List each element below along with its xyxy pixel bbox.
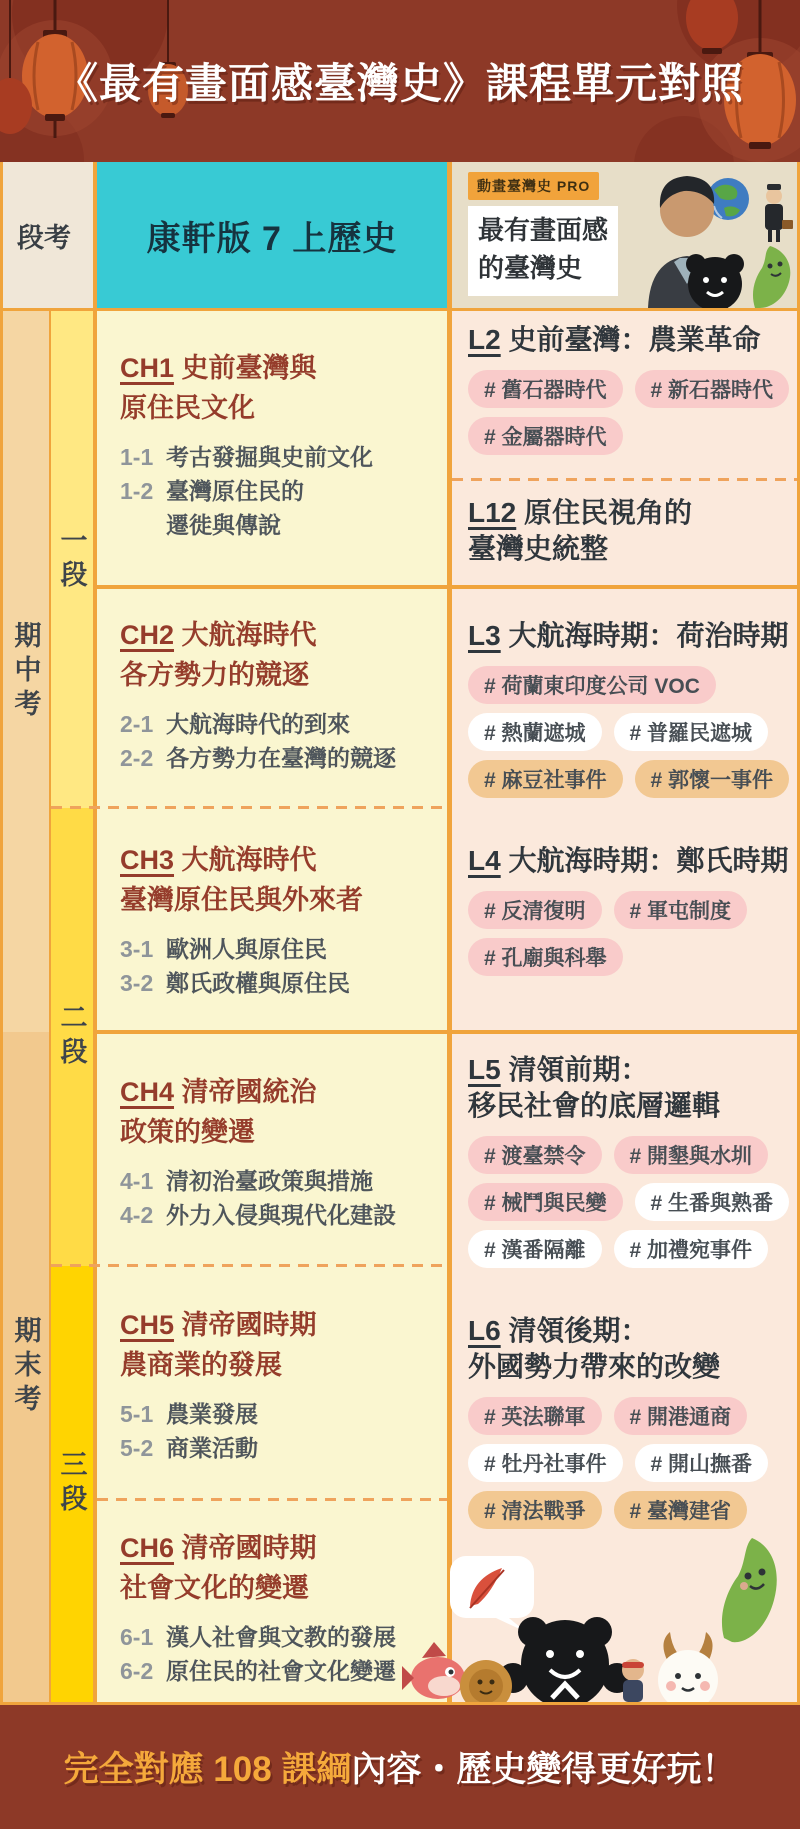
lesson-l2 (468, 322, 800, 455)
chapter-item-title: 鄭氏政權與原住民 (166, 970, 350, 996)
chapter-ch1 (120, 348, 438, 542)
lesson-l5 (468, 1052, 800, 1268)
chapter-item (120, 440, 438, 474)
chapter-items (120, 932, 438, 1000)
chapter-items (120, 440, 438, 542)
chapter-item-number: 5-1 (120, 1401, 154, 1427)
chapter-item (120, 741, 438, 775)
brand-title (468, 206, 618, 296)
chapter-number: CH2 (120, 620, 175, 650)
exam-column-header (3, 162, 93, 308)
chapter-title: CH1 史前臺灣與 原住民文化 (120, 353, 317, 423)
chapter-item (120, 1620, 438, 1654)
hashtag-pill: # 英法聯軍 (468, 1397, 602, 1435)
poster-title: 《最有畫面感臺灣史》課程單元對照 (55, 60, 744, 107)
lesson-hashtags (468, 1397, 800, 1529)
brand-badge: 動畫臺灣史 PRO (468, 172, 599, 200)
exam-period-midterm (3, 311, 49, 1032)
chapter-ch6 (120, 1528, 438, 1688)
chapter-number: CH3 (120, 845, 175, 875)
lesson-hashtags (468, 1136, 800, 1268)
chapter-items (120, 1164, 438, 1232)
chapter-ch4 (120, 1072, 438, 1232)
lesson-number: L12 (468, 497, 517, 528)
chapter-item (120, 474, 438, 542)
segment-3 (51, 1266, 93, 1702)
black-bear-icon (498, 1617, 632, 1702)
lesson-title: L6 清領後期： 外國勢力帶來的改變 (468, 1315, 721, 1382)
chapter-number: CH5 (120, 1310, 175, 1340)
chapter-item-number: 1-2 (120, 478, 154, 504)
chapter-item-title: 原住民的社會文化變遷 (166, 1658, 396, 1684)
chapter-item-title: 大航海時代的到來 (166, 711, 350, 737)
segment-2 (51, 808, 93, 1266)
lesson-l4 (468, 843, 800, 976)
chapter-item-number: 3-2 (120, 970, 154, 996)
row-divider-dashed (51, 806, 447, 809)
chapter-title: CH2 大航海時代 各方勢力的競逐 (120, 620, 317, 690)
taiwan-island-icon (722, 1538, 777, 1642)
banner (0, 0, 800, 162)
lesson-number: L5 (468, 1054, 501, 1085)
hashtag-pill: # 生番與熟番 (635, 1183, 790, 1221)
segment-label: 二段 (56, 1003, 87, 1071)
hashtag-pill: # 金屬器時代 (468, 417, 623, 455)
brand-title-line1: 最有畫面感 (478, 215, 609, 245)
lesson-number: L4 (468, 845, 501, 876)
row-divider-dashed (51, 1264, 447, 1267)
chapter-item (120, 1198, 438, 1232)
hashtag-pill: # 麻豆社事件 (468, 760, 623, 798)
hashtag-pill: # 開港通商 (614, 1397, 748, 1435)
hashtag-pill: # 荷蘭東印度公司 VOC (468, 666, 716, 704)
lesson-l6 (468, 1313, 800, 1529)
chapter-item-number: 3-1 (120, 936, 154, 962)
hashtag-pill: # 牡丹社事件 (468, 1444, 623, 1482)
gentleman-icon (765, 184, 793, 242)
hashtag-pill: # 臺灣建省 (614, 1491, 748, 1529)
row-divider-dashed (452, 478, 797, 481)
row-divider-dashed (97, 1498, 447, 1501)
lesson-title: L2 史前臺灣：農業革命 (468, 324, 761, 355)
chapter-title: CH3 大航海時代 臺灣原住民與外來者 (120, 845, 363, 915)
taiwan-island-icon (753, 246, 790, 308)
segment-label: 一段 (56, 525, 87, 594)
hashtag-pill: # 熱蘭遮城 (468, 713, 602, 751)
exam-period-label: 期末考 (10, 1316, 41, 1418)
chapter-item (120, 932, 438, 966)
chapter-number: CH4 (120, 1077, 175, 1107)
chapter-item-number: 2-2 (120, 745, 154, 771)
chapter-ch5 (120, 1305, 438, 1465)
segment-label: 三段 (56, 1450, 87, 1518)
chapter-item-number: 2-1 (120, 711, 154, 737)
chapter-item (120, 707, 438, 741)
textbook-column-header (97, 162, 447, 308)
chapter-item (120, 966, 438, 1000)
chapter-item-title: 各方勢力在臺灣的競逐 (166, 745, 396, 771)
exam-period-final (3, 1032, 49, 1702)
chapter-item-title: 農業發展 (166, 1401, 258, 1427)
chapter-item-number: 5-2 (120, 1435, 154, 1461)
chapter-items (120, 707, 438, 775)
chapter-item (120, 1164, 438, 1198)
black-bear-icon (686, 254, 744, 308)
lesson-title: L4 大航海時期：鄭氏時期 (468, 845, 789, 876)
chapter-number: CH6 (120, 1533, 175, 1563)
lesson-number: L2 (468, 324, 501, 355)
hashtag-pill: # 開墾與水圳 (614, 1136, 769, 1174)
lesson-l3 (468, 618, 800, 798)
chapter-items (120, 1397, 438, 1465)
hashtag-pill: # 反清復明 (468, 891, 602, 929)
lesson-hashtags (468, 666, 800, 798)
chapter-item (120, 1654, 438, 1688)
chapter-ch2 (120, 615, 438, 775)
hashtag-pill: # 軍屯制度 (614, 891, 748, 929)
chapter-item-title: 商業活動 (166, 1435, 258, 1461)
lesson-number: L3 (468, 620, 501, 651)
chapter-item-title: 歐洲人與原住民 (166, 936, 327, 962)
chapter-item-number: 4-1 (120, 1168, 154, 1194)
goat-icon (658, 1632, 718, 1702)
lesson-l12 (468, 495, 800, 567)
segment-1 (51, 311, 93, 808)
chapter-item-number: 1-1 (120, 444, 154, 470)
hashtag-pill: # 械鬥與民變 (468, 1183, 623, 1221)
chapter-item-title: 外力入侵與現代化建設 (166, 1202, 396, 1228)
lesson-number: L6 (468, 1315, 501, 1346)
chapter-item (120, 1397, 438, 1431)
mascot-illustrations (400, 1530, 800, 1702)
course-column-header (452, 162, 797, 308)
chapter-item-number: 6-2 (120, 1658, 154, 1684)
lesson-title: L5 清領前期： 移民社會的底層邏輯 (468, 1054, 721, 1121)
hashtag-pill: # 渡臺禁令 (468, 1136, 602, 1174)
exam-period-label: 期中考 (10, 620, 41, 723)
chapter-item-number: 6-1 (120, 1624, 154, 1650)
hashtag-pill: # 孔廟與科舉 (468, 938, 623, 976)
textbook-column-header-label: 康軒版 7 上歷史 (146, 219, 398, 258)
lesson-title: L12 原住民視角的 臺灣史統整 (468, 497, 693, 564)
speech-bubble-quill-icon (450, 1556, 534, 1632)
hashtag-pill: # 漢番隔離 (468, 1230, 602, 1268)
row-divider (97, 585, 797, 589)
chapter-item-title: 考古發掘與史前文化 (166, 444, 373, 470)
row-divider (97, 1030, 797, 1034)
chapter-number: CH1 (120, 353, 175, 383)
chapter-item-title: 清初治臺政策與措施 (166, 1168, 373, 1194)
chapter-item-number: 4-2 (120, 1202, 154, 1228)
chapter-title: CH4 清帝國統治 政策的變遷 (120, 1077, 317, 1147)
hashtag-pill: # 郭懷一事件 (635, 760, 790, 798)
footer (0, 1705, 800, 1829)
lesson-hashtags (468, 891, 800, 976)
lesson-title: L3 大航海時期：荷治時期 (468, 620, 789, 651)
hashtag-pill: # 清法戰爭 (468, 1491, 602, 1529)
hashtag-pill: # 開山撫番 (635, 1444, 769, 1482)
chapter-item-title: 漢人社會與文教的發展 (166, 1624, 396, 1650)
hashtag-pill: # 舊石器時代 (468, 370, 623, 408)
footer-text: 內容・歷史變得更好玩！ (351, 1750, 737, 1789)
exam-column-header-label: 段考 (17, 222, 71, 253)
chapter-title: CH5 清帝國時期 農商業的發展 (120, 1310, 317, 1380)
brand-title-line2: 的臺灣史 (478, 253, 583, 283)
hashtag-pill: # 新石器時代 (635, 370, 790, 408)
hashtag-pill: # 加禮宛事件 (614, 1230, 769, 1268)
chapter-items (120, 1620, 438, 1688)
chapter-ch3 (120, 840, 438, 1000)
hashtag-pill: # 普羅民遮城 (614, 713, 769, 751)
footer-highlight: 完全對應 108 課綱 (63, 1750, 352, 1789)
lesson-hashtags (468, 370, 800, 455)
chapter-item-title: 臺灣原住民的 遷徙與傳說 (166, 478, 304, 538)
chapter-item (120, 1431, 438, 1465)
chapter-title: CH6 清帝國時期 社會文化的變遷 (120, 1533, 317, 1603)
